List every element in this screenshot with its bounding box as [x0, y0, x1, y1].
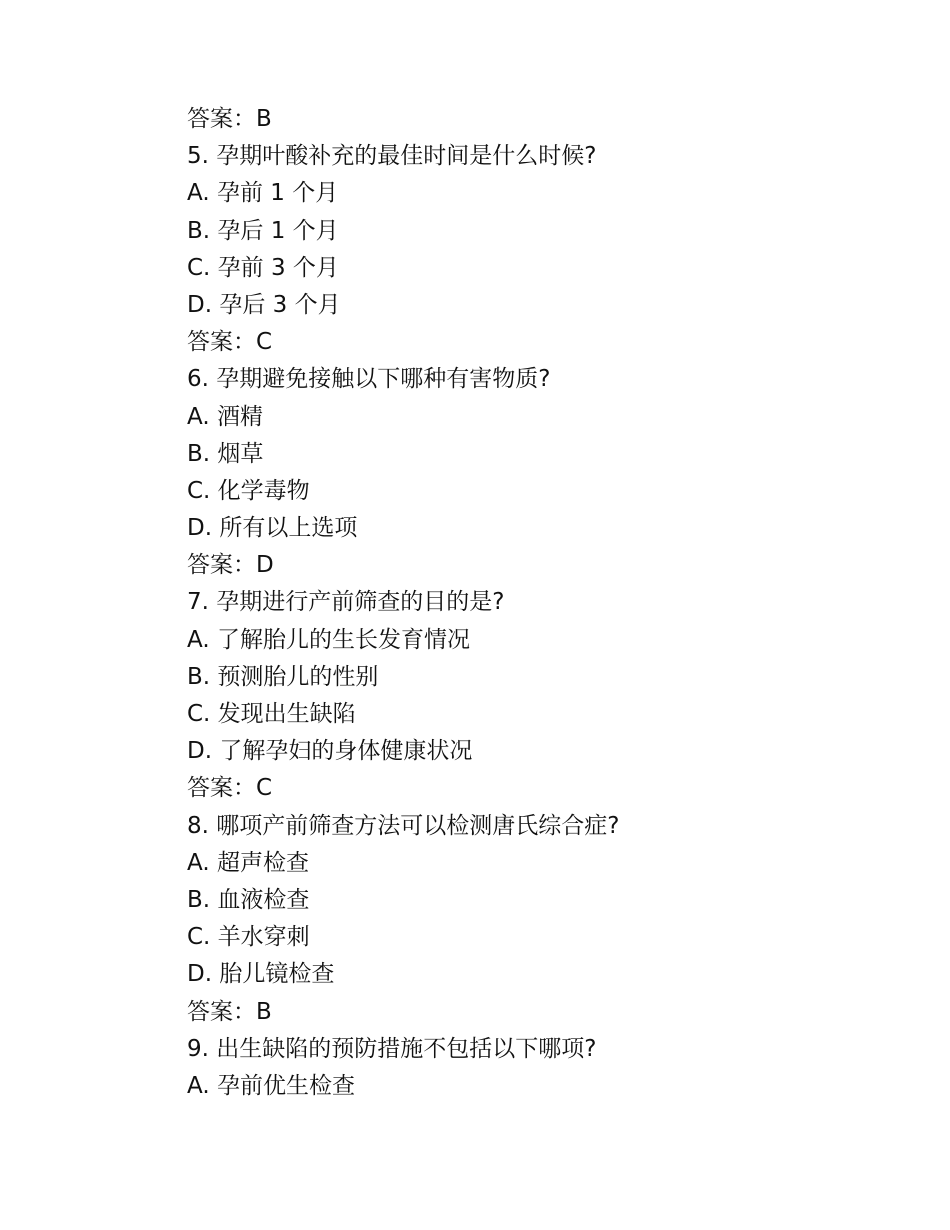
option-d: D. 了解孕妇的身体健康状况	[187, 738, 473, 765]
option-b: B. 孕后 1 个月	[187, 217, 339, 244]
option-c: C. 羊水穿刺	[187, 924, 310, 951]
option-a: A. 孕前 1 个月	[187, 180, 339, 207]
document-body	[187, 101, 887, 1105]
answer-line: 答案：B	[187, 998, 272, 1025]
option-c: C. 孕前 3 个月	[187, 254, 339, 281]
question-6: 6. 孕期避免接触以下哪种有害物质?	[187, 366, 551, 393]
option-d: D. 胎儿镜检查	[187, 961, 335, 988]
option-b: B. 血液检查	[187, 886, 310, 913]
option-b: B. 预测胎儿的性别	[187, 663, 379, 690]
option-d: D. 所有以上选项	[187, 515, 358, 542]
answer-line: 答案：C	[187, 775, 273, 802]
answer-line: 答案：C	[187, 329, 273, 356]
option-a: A. 孕前优生检查	[187, 1072, 355, 1099]
question-8: 8. 哪项产前筛查方法可以检测唐氏综合症?	[187, 812, 620, 839]
option-a: A. 了解胎儿的生长发育情况	[187, 626, 470, 653]
option-c: C. 化学毒物	[187, 477, 310, 504]
option-d: D. 孕后 3 个月	[187, 291, 341, 318]
option-b: B. 烟草	[187, 440, 264, 467]
question-9: 9. 出生缺陷的预防措施不包括以下哪项?	[187, 1035, 597, 1062]
question-5: 5. 孕期叶酸补充的最佳时间是什么时候?	[187, 143, 597, 170]
option-a: A. 酒精	[187, 403, 263, 430]
option-c: C. 发现出生缺陷	[187, 701, 356, 727]
answer-line: 答案：B	[187, 106, 272, 132]
option-a: A. 超声检查	[187, 849, 309, 876]
question-7: 7. 孕期进行产前筛查的目的是?	[187, 589, 505, 616]
answer-line: 答案：D	[187, 552, 274, 579]
